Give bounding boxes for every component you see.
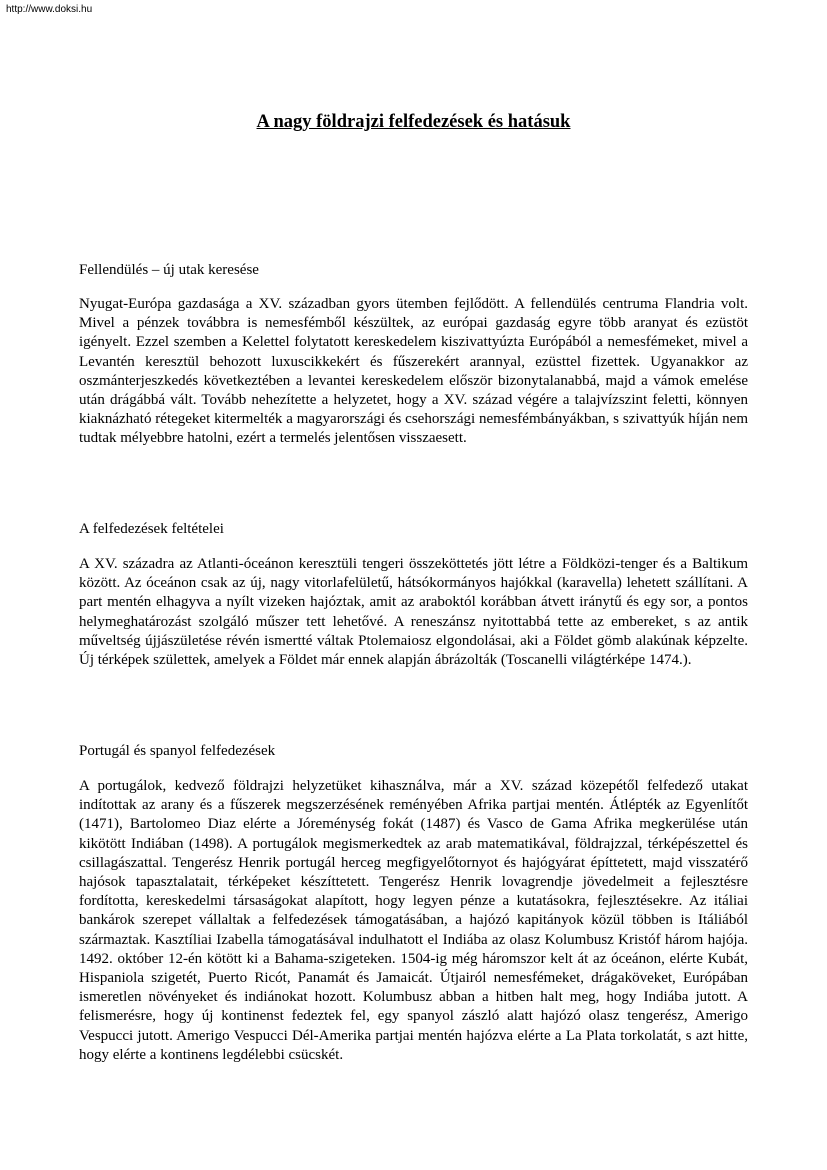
section-heading: Fellendülés – új utak keresése	[79, 262, 259, 278]
section-heading: A felfedezések feltételei	[79, 521, 224, 537]
section-paragraph: Nyugat-Európa gazdasága a XV. században gyors ütemben fejlődött. A fellendülés centruma Flandria volt. Mivel a pénzek továbbra is nemesfémből készültek, az európai gazdaság egyre több aranyat és ezüstöt igényelt. Ezzel szemben a Kelettel folytatott kereskedelem kiszivattyúzta Európából a nemesfémeket, mivel a Levantén keresztül behozott luxuscikkekért és fűszerekért arannyal, ezüsttel fizettek. Ugyanakkor az oszmánterjeszkedés következtében a levantei kereskedelem először bizonytalanabbá, majd a vámok emelése után drágábbá vált. Tovább nehezítette a helyzetet, hogy a XV. század végére a talajvízszint feletti, könnyen kiaknázható rétegeket kitermelték a magyarországi és csehországi nemesfémbányákban, s szivattyúk híján nem tudtak mélyebbre hatolni, ezért a termelés jelentősen visszaesett.	[79, 296, 748, 447]
section-paragraph: A portugálok, kedvező földrajzi helyzetüket kihasználva, már a XV. század közepétől felfedező utakat indítottak az arany és a fűszerek megszerzésének reményében Afrika partjai mentén. Átlépték az Egyenlítőt (1471), Bartolomeo Diaz elérte a Jóreménység fokát (1487) és Vasco de Gama Afrika megkerülése után kikötött Indiában (1498). A portugálok megismerkedtek az arab matematikával, földrajzzal, térképészettel és csillagászattal. Tengerész Henrik portugál herceg megfigyelőtornyot és hajógyárat építtetett, majd visszatérő hajósok tapasztalatait, térképeket készíttetett. Tengerész Henrik lovagrendje jövedelmeit a fejlesztésre fordította, kereskedelmi társaságokat alapított, hogy legyen pénze a kutatásokra, fejlesztésekre. Az itáliai bankárok szerepet vállaltak a felfedezések támogatásában, a hajózó kapitányok közül többen is Itáliából származtak. Kasztíliai Izabella támogatásával indulhatott el Indiába az olasz Kolumbusz Kristóf három hajója. 1492. október 12-én kötött ki a Bahama-szigeteken. 1504-ig még háromszor kelt át az óceánon, elérte Kubát, Hispaniola szigetét, Puerto Ricót, Panamát és Jamaicát. Útjairól nemesfémeket, drágaköveket, Európában ismeretlen növényeket és indiánokat hozott. Kolumbusz abban a hitben halt meg, hogy Indiába jutott. A felismerésre, hogy új kontinenst fedeztek fel, egy spanyol zászló alatt hajózó olasz tengerész, Amerigo Vespucci jutott. Amerigo Vespucci Dél-Amerika partjai mentén hajózva elérte a La Plata torkolatát, s azt hitte, hogy elérte a kontinens legdélebbi csücskét.	[79, 778, 748, 1063]
section-heading: Portugál és spanyol felfedezések	[79, 743, 276, 759]
section-paragraph: A XV. századra az Atlanti-óceánon keresztüli tengeri összeköttetés jött létre a Földközi-tenger és a Baltikum között. Az óceánon csak az új, nagy vitorlafelületű, hátsókormányos hajókkal (karavella) lehetett szállítani. A part mentén elhagyva a nyílt vizeken hajóztak, amit az araboktól korábban átvett iránytű és egy sor, a pontos helymeghatározást szolgáló műszer tett lehetővé. A reneszánsz nyitottabbá tette az embereket, s az antik műveltség újjászületése révén ismertté váltak Ptolemaiosz elgondolásai, aki a Földet gömb alakúnak képzelte. Új térképek születtek, amelyek a Földet már ennek alapján ábrázolták (Toscanelli világtérképe 1474.).	[79, 556, 748, 669]
source-url[interactable]: http://www.doksi.hu	[6, 4, 93, 15]
page-title: A nagy földrajzi felfedezések és hatásuk	[256, 112, 571, 132]
